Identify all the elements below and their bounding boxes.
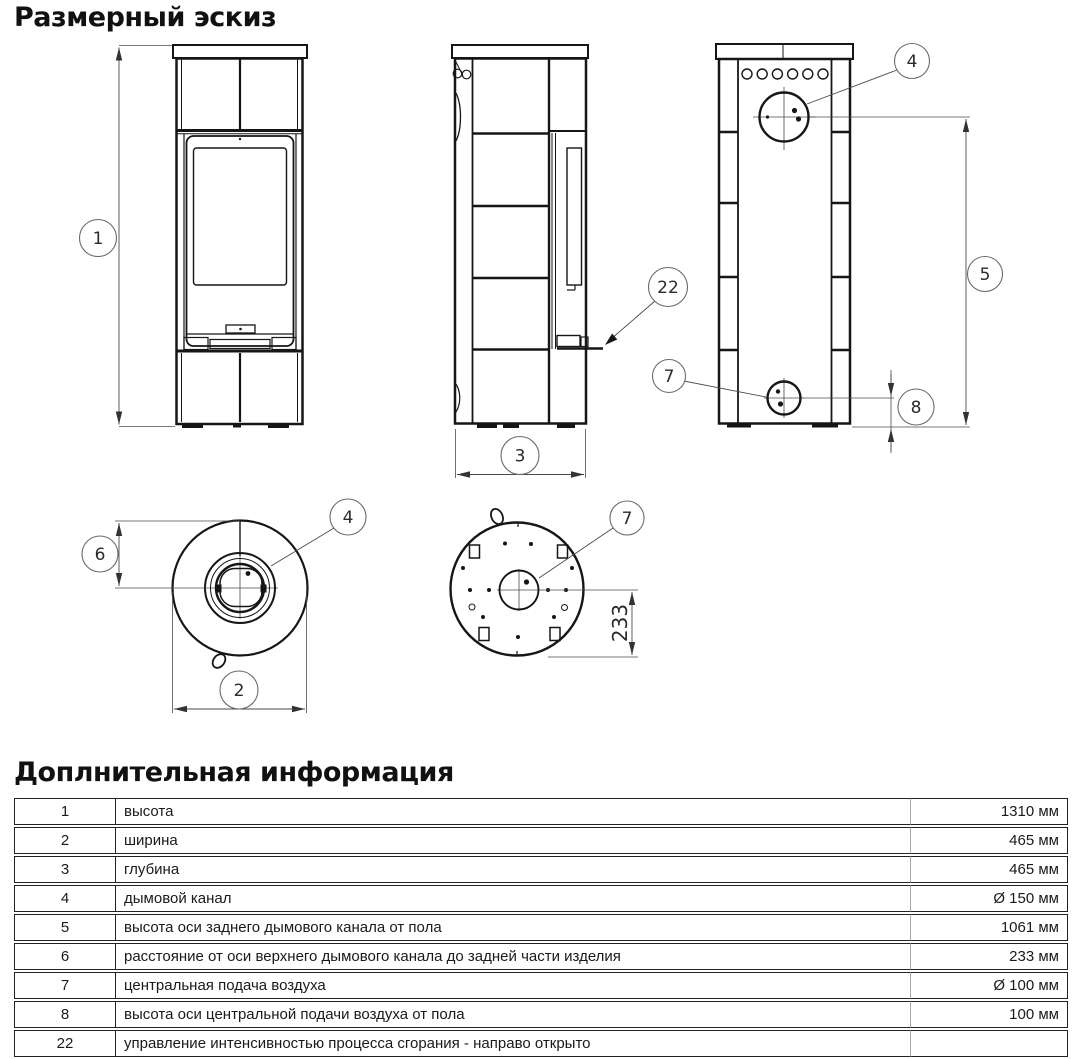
- row-name: высота оси заднего дымового канала от пола: [116, 914, 910, 941]
- callout-number: 3: [514, 446, 526, 467]
- row-number: 7: [14, 972, 116, 999]
- callout-22: [605, 268, 688, 346]
- row-name: высота оси центральной подачи воздуха от пола: [116, 1001, 910, 1028]
- callout-7-back: [653, 360, 767, 398]
- front-top-plate: [173, 45, 307, 58]
- row-name: расстояние от оси верхнего дымового канала до задней части изделия: [116, 943, 910, 970]
- back-top-plate: [716, 44, 853, 59]
- table-row: [14, 914, 1068, 941]
- table-row: [14, 798, 1068, 825]
- side-top-plate: [452, 45, 588, 58]
- callout-number: 1: [92, 229, 104, 249]
- row-value: [910, 1030, 1068, 1057]
- table-row: [14, 943, 1068, 970]
- stove-door: [187, 136, 294, 346]
- callout-3: [501, 437, 539, 475]
- row-name: высота: [116, 798, 910, 825]
- table-row: [14, 972, 1068, 999]
- back-view: [653, 44, 1003, 454]
- row-name: ширина: [116, 827, 910, 854]
- row-value: 233 мм: [910, 943, 1068, 970]
- callout-number: 4: [342, 508, 354, 528]
- callout-number: 2: [233, 681, 245, 701]
- table-row: [14, 885, 1068, 912]
- row-value: 1061 мм: [910, 914, 1068, 941]
- callout-7-bottom: [539, 501, 644, 578]
- row-value: 1310 мм: [910, 798, 1068, 825]
- vent-holes: [742, 69, 828, 79]
- callout-number: 5: [979, 265, 991, 285]
- side-view: [452, 45, 688, 478]
- top-view: [82, 499, 366, 713]
- callout-4-back: [807, 44, 930, 105]
- page-title: Размерный эскиз: [14, 2, 277, 33]
- callout-2: [220, 671, 258, 709]
- row-number: 8: [14, 1001, 116, 1028]
- table-row: [14, 1001, 1068, 1028]
- table-row: [14, 827, 1068, 854]
- callout-number: 6: [94, 545, 106, 565]
- door-glass: [194, 148, 287, 285]
- bottom-view: [451, 501, 645, 657]
- row-name: управление интенсивностью процесса сгорания - направо открыто: [116, 1030, 910, 1057]
- table-row: [14, 1030, 1068, 1057]
- row-value: 465 мм: [910, 856, 1068, 883]
- row-name: центральная подача воздуха: [116, 972, 910, 999]
- row-name: глубина: [116, 856, 910, 883]
- callout-5: [968, 257, 1003, 292]
- row-value: 100 мм: [910, 1001, 1068, 1028]
- callout-number: 22: [657, 278, 679, 298]
- callout-number: 4: [906, 52, 918, 72]
- callout-1: [80, 220, 117, 257]
- callout-number: 8: [910, 398, 922, 418]
- dimension-text-233: 233: [608, 603, 632, 643]
- row-number: 5: [14, 914, 116, 941]
- row-number: 2: [14, 827, 116, 854]
- row-number: 3: [14, 856, 116, 883]
- front-view: [80, 45, 308, 428]
- callout-6: [82, 536, 118, 572]
- row-value: 465 мм: [910, 827, 1068, 854]
- spec-table: [14, 796, 1068, 1059]
- front-foot-left: [182, 424, 203, 428]
- air-control-lever: [557, 336, 580, 347]
- callout-8: [898, 389, 934, 425]
- callout-number: 7: [663, 367, 675, 387]
- row-number: 4: [14, 885, 116, 912]
- row-number: 6: [14, 943, 116, 970]
- callout-number: 7: [621, 509, 633, 529]
- side-glass-profile: [567, 148, 582, 285]
- section-title: Доплнительная информация: [14, 757, 454, 788]
- row-number: 1: [14, 798, 116, 825]
- table-row: [14, 856, 1068, 883]
- row-value: Ø 150 мм: [910, 885, 1068, 912]
- bottom-feet: [470, 545, 568, 641]
- row-name: дымовой канал: [116, 885, 910, 912]
- front-foot-right: [268, 424, 289, 428]
- row-number: 22: [14, 1030, 116, 1057]
- callout-4-top: [271, 499, 366, 566]
- row-value: Ø 100 мм: [910, 972, 1068, 999]
